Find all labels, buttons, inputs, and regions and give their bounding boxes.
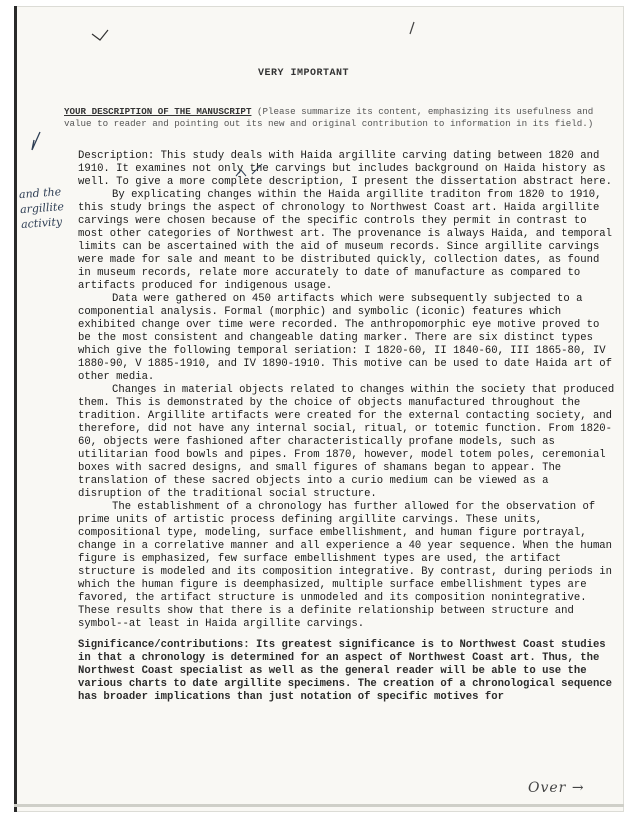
form-instruction (64, 106, 594, 130)
description-intro (78, 150, 618, 189)
instruction-lead: YOUR DESCRIPTION OF THE MANUSCRIPT (64, 106, 252, 117)
abstract-paragraph-2: Data were gathered on 450 artifacts which were subsequently subjected to a componential analysis. Formal (morphic) and symbolic (iconic) features which exhibited change over time were recorded. The anthropomorphic eye motive proved to be the most consistent and changeable dating marker. There are six distinct types which give the following temporal seriation: I 1820-60, II 1840-60, III 1865-80, IV 1880-90, V 1885-1910, and IV 1890-1910. This motive can be used to date Haida art of other media. (78, 293, 613, 383)
manuscript-body (78, 150, 618, 704)
abstract-paragraph-4: The establishment of a chronology has further allowed for the observation of prime units of artistic process defining argillite carvings. These units, compositional type, modeling, surface embellishment, and human figure portrayal, change in a correlative manner and all experience a 40 year sequence. When the human figure is emphasized, few surface embellishment types are used, the artifact structure is modeled and its composition integrative. By contrast, during periods in which the human figure is deemphasized, multiple surface embellishment types are favored, the artifact structure is unmodeled and its composition nonintegrative. These results show that there is a definite relationship between structure and symbol--at least in Haida argillite carvings. (78, 501, 613, 630)
page-edge-shadow (14, 6, 17, 812)
handwritten-over-note: Over → (528, 780, 585, 796)
abstract-paragraph-1: By explicating changes within the Haida argillite traditon from 1820 to 1910, this study brings the aspect of chronology to Northwest Coast art. Haida argillite carvings were chosen because of the specific controls they permit in contrast to most other categories of Northwest art. The provenance is always Haida, and temporal limits can be ascertained with the aid of museum records. Since argillite carvings were made for sale and meant to be distributed quickly, collection dates, as found in museum records, relate more accurately to date of manufacture as compared to artifacts produced for indigenous usage. (78, 189, 613, 292)
significance-text: Its greatest significance is to Northwest Coast studies in that a chronology is determined for an aspect of Northwest Coast art. Thus, the Northwest Coast specialist as well as the general reader will be able to use the various charts to date argillite specimens. The creation of a chronological sequence has broader implications than just notation of specific motives for (78, 639, 613, 703)
description-label: Description: (78, 150, 155, 162)
page-bottom-edge (14, 804, 624, 807)
abstract-paragraph-3: Changes in material objects related to changes within the society that produced them. This is demonstrated by the choice of objects manufactured throughout the tradition. Argillite artifacts were created for the external contacting society, and therefore, did not have any internal social, ritual, or totemic function. From 1820-60, objects were fashioned after characteristically profane models, such as utilitarian food bowls and pipes. From 1870, however, model totem poles, ceremonial boxes with sacred designs, and small figures of shamans began to appear. The translation of these sacred objects into a curio medium can be viewed as a disruption of the traditional social structure. (78, 384, 615, 500)
significance-label: Significance/contributions: (78, 639, 250, 651)
description-intro-text: This study deals with Haida argillite carving dating between 1820 and 1910. It examines not only the carvings but includes background on Haida history as well. To give a more complete description, I present the dissertation abstract here. (78, 150, 613, 188)
instruction-text: (Please summarize its content, emphasizing its usefulness and value to reader and pointing out its new and original contribution to information in its field.) (64, 106, 594, 129)
significance-section (78, 639, 618, 704)
handwritten-margin-note: and the argillite activity (18, 185, 65, 232)
document-title: VERY IMPORTANT (258, 68, 350, 79)
